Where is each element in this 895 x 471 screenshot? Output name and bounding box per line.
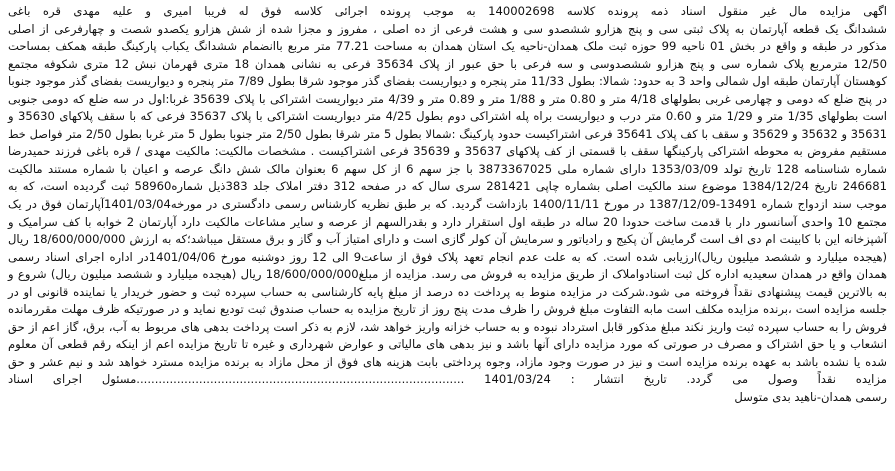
notice-line: 246681 تاریخ 1384/12/24 موضوع سند مالکیت اصلی بشماره چاپی 281421 سری سال که در صفحه 312 دفتر املاک جلد 383ذیل شماره58960 ثبت گردیده است، که به [8, 179, 887, 194]
notice-line-signature: رسمی همدان-ناهید بدی متوسل [734, 390, 887, 405]
notice-line: فروش را به حساب سپرده ثبت واریز نکند مبلغ مذکور قابل استرداد نبوده و به حساب خزانه واریز خواهد شد، لازم به ذکر است پرداخت بدهی های مربوط به آب، برق، گاز اعم از حق [8, 319, 887, 334]
notice-line: کوهستان آپارتمان طبقه اول شمالی واحد 3 به حدود: شمالا: بطول 11/33 متر پنجره و دیواریست بفضای گذر موجود شرقا بطول 7/89 متر پنجره و دیواریست بفضای گذر موجود جنوبا [8, 74, 887, 89]
notice-line: ششدانگ یک قطعه آپارتمان به پلاک ثبتی سی و پنج هزارو ششصدو سی و هشت فرعی از ده اصلی ، مفروز و مجزا شده از شش هزارو یکصدو شصت و چهارفرعی از اصلی [8, 21, 887, 36]
notice-line: به بالاترین قیمت پیشنهادی نقداً فروخته می شود.شرکت در مزایده منوط به پرداخت ده درصد از مبلغ پایه کارشناسی به حساب سپرده ثبت و حضور خریدار یا نماینده قانونی او در [8, 284, 887, 299]
notice-line: (هیجده میلیارد و ششصد میلیون ریال)ارزیابی شده است. که به علت عدم انجام تعهد پلاک فوق از ساعت9 الی 12 روز دوشنبه مورخ 1401/04/06در اداره اجرای اسناد رسمی [8, 249, 887, 264]
notice-line-publish-date: مزایده نقداً وصول می گردد. تاریخ انتشار : 1401/03/24 .........................................................................................مسئول اجرای اسناد [8, 372, 887, 387]
notice-line: 12/50 مترمربع پلاک شماره سی و پنج هزارو ششصدوسی و سه فرعی با حق عبور از پلاک 35634 فرعی به نشانی همدان 18 متری قهرمان نبش 12 متری شکوفه مجتمع [8, 56, 887, 71]
notice-line: مذکور در طبقه و واقع در بخش 01 ناحیه 99 حوزه ثبت ملک همدان-ناحیه یک استان همدان به مساحت 77.21 متر مربع باانضمام ششدانگ یکباب پارکینگ طبقه همکف بمساحت [8, 39, 888, 54]
notice-line: مجتمع 10 واحدی آسانسور دار با قدمت ساخت حدودا 20 ساله در طبقه اول استقرار دارد و بقدرالسهم از عرصه و سایر مشاعات مالکیت دارد آپارتمان 2 خوابه با کف سرامیک و [8, 214, 887, 229]
notice-line: است بطولهای 1/35 متر و 1/29 متر و 0.60 متر درب و دیواریست براه پله اشتراکی دوم بطول 4/25 متر دیواریست اشتراکی با پلاک 35637 فرعی که با سقف پلاکهای 35630 و [8, 109, 888, 124]
notice-line: مستقیم مفروض به محوطه اشتراکی پارکینگها سقف با قسمتی از کف پلاکهای 35637 و 35639 فرعی اشتراکیست . مشخصات مالکیت: مالکیت مهدی / قره باغی فرزند حمیدرضا [8, 144, 887, 159]
notice-line: در پنج ضلع که دومی و چهارمی غربی بطولهای 4/18 متر و 0.80 متر و 1/88 متر و 0.89 متر و 4/39 متر دیواریست اشتراکی با پلاک 35639 غربا:اول در سه ضلع که دومی جنوبی [8, 91, 888, 106]
notice-line: شماره شناسنامه 128 تاریخ تولد 1353/03/09 دارای شماره ملی 3873367025 با جز سهم 6 از کل سهم 6 بعنوان مالک شش دانگ عرصه و اعیان با شماره مستند مالکیت [8, 161, 887, 176]
notice-line: همدان واقع در همدان سعیدیه اداره کل ثبت اسنادواملاک از طریق مزایده به فروش می رسد. مزایده از مبلغ18/600/000/000 ریال (هیجده میلیارد و ششصد میلیون ریال) شروع و [8, 267, 887, 282]
notice-line: آشپزخانه این با کابینت ام دی اف است گرمایش آن پکیج و رادیاتور و سرمایش آن کولر گازی است و دارای امتیاز آب و گاز و برق مستقل میباشد؛که به ارزش 18/600/000/000 ریال [8, 232, 887, 247]
notice-line: موجب سند ازدواج شماره 13491-1387/12/09 در مورخ 1400/11/11 بازداشت گردید. که بر طبق نظریه کارشناس رسمی دادگستری در مورخه1401/03/04آپارتمان فوق در یک [8, 197, 887, 212]
notice-line: شده یا نشده باشد به عهده برنده مزایده است و نیز در صورت وجود مازاد، وجوه پرداختی بابت هزینه های فوق از محل مازاد به برنده مزایده مسترد خواهد شد و نیم عشر و حق [8, 354, 887, 369]
notice-line: 35631 و 35632 و 35629 و سقف با کف پلاک 35641 فرعی اشتراکیست حدود پارکینگ :شمالا بطول 5 متر شرقا بطول 2/50 متر جنوبا بطول 5 متر غربا بطول 2/50 متر فواصل خط [8, 126, 887, 141]
notice-line-title: اگهی مزایده مال غیر منقول اسناد ذمه پرونده کلاسه 140002698 به موجب پرونده اجرائی کلاسه فوق له فریبا امیری و علیه مهدی قره باغی [8, 4, 887, 18]
notice-line: انشعاب و یا حق اشتراک و مصرف در صورتی که مورد مزایده دارای آنها باشد و نیز بدهی های مالیاتی و عوارض شهرداری و غیره تا تاریخ مزایده اعم از اینکه رقم قطعی آن معلوم [8, 337, 887, 352]
notice-line: جلسه مزایده است ،برنده مزایده مکلف است مابه التفاوت مبلغ فروش را ظرف مدت پنج روز از تاریخ مزایده به حساب صندوق ثبت تودیع نماید و در صورتیکه ظرف مهلت مقررمانده [8, 302, 887, 317]
